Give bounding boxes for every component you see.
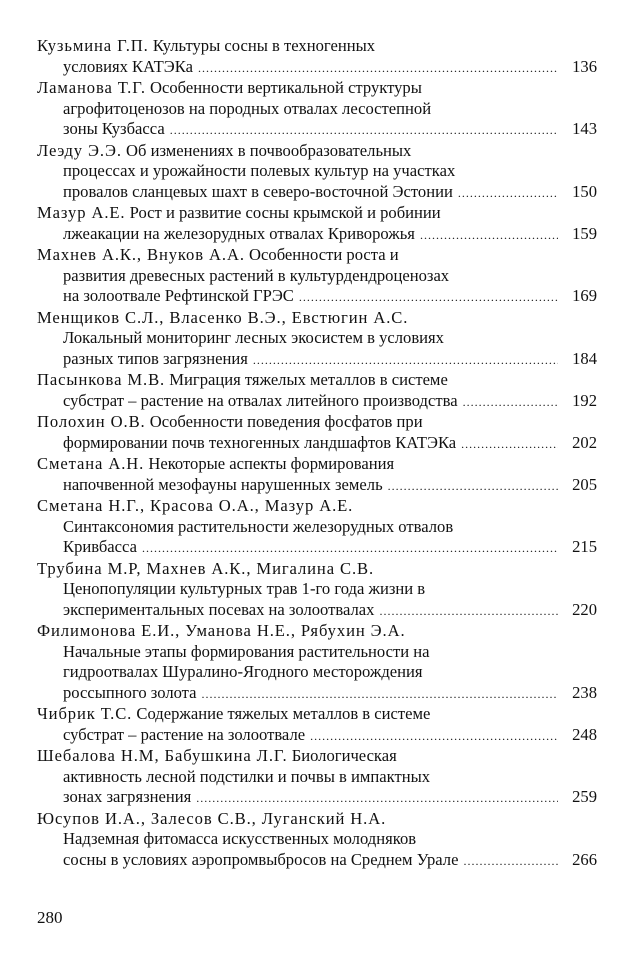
dot-leader (420, 225, 558, 246)
toc-entry-title-text: Кривбасса (63, 537, 137, 556)
toc-entry-title-text: экспериментальных посевах на золоотвалах (63, 599, 375, 619)
toc-entry-line (37, 78, 597, 99)
toc-entry-last-line (37, 119, 597, 141)
page-number: 280 (37, 908, 63, 927)
dot-leader (388, 476, 558, 497)
dot-leader (310, 726, 558, 747)
toc-entry-last-line (37, 224, 597, 246)
toc-entry-line (37, 328, 597, 349)
toc-entry-title-text: развития древесных растений в культурдендроценозах (63, 265, 450, 285)
toc-entry (37, 454, 597, 496)
toc-entry-author: Филимонова Е.И., Уманова Н.Е., Рябухин Э.А. (37, 621, 406, 640)
toc-entry-author: Менщиков С.Л., Власенко В.Э., Евстюгин А.С. (37, 307, 409, 327)
toc-entry-line (37, 767, 597, 788)
toc-entry (37, 245, 597, 308)
dot-leader (202, 684, 559, 705)
toc-entry-title-text: Об изменениях в почвообразовательных (121, 140, 412, 160)
toc-entry (37, 370, 597, 412)
toc-entry-page-number: 136 (572, 56, 597, 76)
dot-leader (461, 434, 558, 455)
toc-entry (37, 746, 597, 809)
toc-entry-title-text: Содержание тяжелых металлов в системе (132, 704, 431, 723)
toc-entry-last-line (37, 286, 597, 308)
toc-entry-title-text: зонах загрязнения (63, 787, 192, 806)
toc-entry-last-line (37, 475, 597, 497)
toc-entry-line (37, 454, 597, 475)
dot-leader (458, 183, 558, 204)
toc-entry-author: Леэду Э.Э. (37, 140, 122, 160)
toc-entry-page-number: 248 (572, 724, 597, 744)
toc-entry-title-text: Рост и развитие сосны крымской и робинии (125, 203, 441, 222)
toc-entry-author: Шебалова Н.М, Бабушкина Л.Г. (37, 746, 288, 765)
toc-entry-title-text: формировании почв техногенных ландшафтов КАТЭКа (63, 432, 457, 452)
toc-entry-last-line (37, 600, 597, 622)
toc-entry-page-number: 150 (572, 181, 597, 201)
toc-entry-line (37, 308, 597, 329)
toc-entry-line (37, 662, 597, 683)
toc-entry (37, 308, 597, 371)
toc-entry-author: Юсупов И.А., Залесов С.В., Луганский Н.А. (37, 808, 387, 828)
toc-entry-title-text: зоны Кузбасса (63, 119, 165, 138)
toc-entry (37, 78, 597, 141)
toc-entry-title-text: Биологическая (287, 746, 397, 765)
dot-leader (463, 851, 558, 872)
toc-entry-last-line (37, 787, 597, 809)
toc-entry-page-number: 169 (572, 286, 597, 305)
toc-entry-line (37, 746, 597, 767)
dot-leader (379, 601, 558, 622)
toc-entry-line (37, 496, 597, 517)
toc-entry-title-text: субстрат – растение на отвалах литейного производства (63, 390, 458, 410)
toc-entry-last-line (37, 391, 597, 413)
toc-entry-page-number: 238 (572, 682, 597, 702)
toc-entry-page-number: 259 (572, 787, 597, 806)
dot-leader (253, 350, 558, 371)
toc-entry-title-text: разных типов загрязнения (63, 348, 248, 368)
toc-entry-last-line (37, 850, 597, 872)
toc-entry-page-number: 202 (572, 432, 597, 452)
toc-entry-line (37, 517, 597, 538)
toc-entry-page-number: 192 (572, 390, 597, 410)
toc-entry-last-line (37, 182, 597, 204)
toc-entry-author: Пасынкова М.В. (37, 370, 166, 389)
toc-entry-line (37, 266, 597, 287)
toc-entry-line (37, 704, 597, 725)
toc-entry-author: Полохин О.В. (37, 412, 146, 431)
toc-entry-line (37, 245, 597, 266)
toc-entry-title-text: Начальные этапы формирования растительности на (63, 641, 430, 661)
toc-entry (37, 496, 597, 559)
toc-entry-title-text: Особенности вертикальной структуры (145, 78, 422, 97)
dot-leader (196, 788, 558, 809)
toc-entry-title-text: гидроотвалах Шуралино-Ягодного месторождения (63, 662, 423, 681)
toc-entry-author: Сметана А.Н. (37, 454, 145, 473)
toc-entry-title-text: лжеакации на железорудных отвалах Криворожья (63, 223, 415, 243)
toc-entry-line (37, 161, 597, 182)
toc-entry-title-text: Ценопопуляции культурных трав 1-го года жизни в (63, 579, 426, 598)
toc-entry-line (37, 579, 597, 600)
toc-entry-author: Сметана Н.Г., Красова О.А., Мазур А.Е. (37, 496, 354, 515)
toc-entry-line (37, 370, 597, 391)
toc-entry-page-number: 205 (572, 474, 597, 494)
toc-entry-last-line (37, 683, 597, 705)
toc-entry-title-text: на золоотвале Рефтинской ГРЭС (63, 286, 294, 305)
toc-entry-title-text: напочвенной мезофауны нарушенных земель (63, 474, 383, 494)
toc-entry (37, 141, 597, 204)
toc-entry (37, 36, 597, 78)
toc-entry-page-number: 266 (572, 849, 597, 869)
toc-entry (37, 203, 597, 245)
toc-entry-author: Мазур А.Е. (37, 203, 126, 222)
toc-entry-title-text: Надземная фитомасса искусственных молодняков (63, 829, 417, 848)
dot-leader (299, 287, 558, 308)
toc-entry-author: Трубина М.Р, Махнев А.К., Мигалина С.В. (37, 558, 375, 578)
toc-entry-page-number: 184 (572, 348, 597, 368)
dot-leader (198, 58, 558, 79)
toc-entry-title-text: Локальный мониторинг лесных экосистем в условиях (63, 328, 444, 347)
toc-entry-title-text: процессах и урожайности полевых культур на участках (63, 161, 456, 180)
dot-leader (170, 120, 558, 141)
toc-entry-title-text: активность лесной подстилки и почвы в импактных (63, 766, 431, 786)
toc-entry-last-line (37, 725, 597, 747)
toc-entry-line (37, 559, 597, 580)
toc-entry-line (37, 141, 597, 162)
toc-entry (37, 621, 597, 704)
toc-entry-author: Кузьмина Г.П. (37, 36, 149, 55)
toc-entry (37, 559, 597, 622)
toc-entry-line (37, 642, 597, 663)
toc-entry-page-number: 220 (572, 599, 597, 619)
toc-entry (37, 809, 597, 872)
toc-entry-title-text: сосны в условиях аэропромвыбросов на Среднем Урале (63, 849, 459, 869)
toc-entry-line (37, 99, 597, 120)
toc-entry (37, 704, 597, 746)
toc-entry-title-text: Некоторые аспекты формирования (144, 454, 395, 473)
toc-entry (37, 412, 597, 454)
toc-entry-line (37, 809, 597, 830)
toc-entry-title-text: россыпного золота (63, 682, 197, 702)
toc-entry-title-text: агрофитоценозов на породных отвалах лесостепной (63, 98, 432, 118)
toc-entry-title-text: Синтаксономия растительности железорудных отвалов (63, 516, 454, 536)
toc-entry-line (37, 412, 597, 433)
dot-leader (463, 392, 558, 413)
toc-entry-title-text: провалов сланцевых шахт в северо-восточной Эстонии (63, 181, 453, 201)
toc-entry-line (37, 621, 597, 642)
toc-entry-title-text: Особенности поведения фосфатов при (145, 412, 423, 431)
toc-entry-line (37, 36, 597, 57)
toc-entry-last-line (37, 57, 597, 79)
toc-entry-author: Чибрик Т.С. (37, 704, 133, 723)
toc-entry-author: Ламанова Т.Г. (37, 78, 146, 97)
toc-entry-title-text: Культуры сосны в техногенных (148, 36, 376, 55)
toc-entry-last-line (37, 537, 597, 559)
table-of-contents (37, 36, 597, 871)
toc-entry-title-text: условиях КАТЭКа (63, 56, 193, 76)
toc-entry-title-text: Миграция тяжелых металлов в системе (165, 370, 448, 389)
toc-entry-page-number: 143 (572, 119, 597, 138)
toc-entry-line (37, 203, 597, 224)
toc-entry-last-line (37, 349, 597, 371)
dot-leader (142, 538, 558, 559)
toc-entry-author: Махнев А.К., Внуков А.А. (37, 245, 245, 264)
toc-entry-title-text: субстрат – растение на золоотвале (63, 724, 306, 744)
toc-entry-line (37, 829, 597, 850)
toc-entry-title-text: Особенности роста и (244, 245, 399, 264)
toc-entry-page-number: 215 (572, 537, 597, 556)
toc-entry-last-line (37, 433, 597, 455)
toc-entry-page-number: 159 (572, 223, 597, 243)
